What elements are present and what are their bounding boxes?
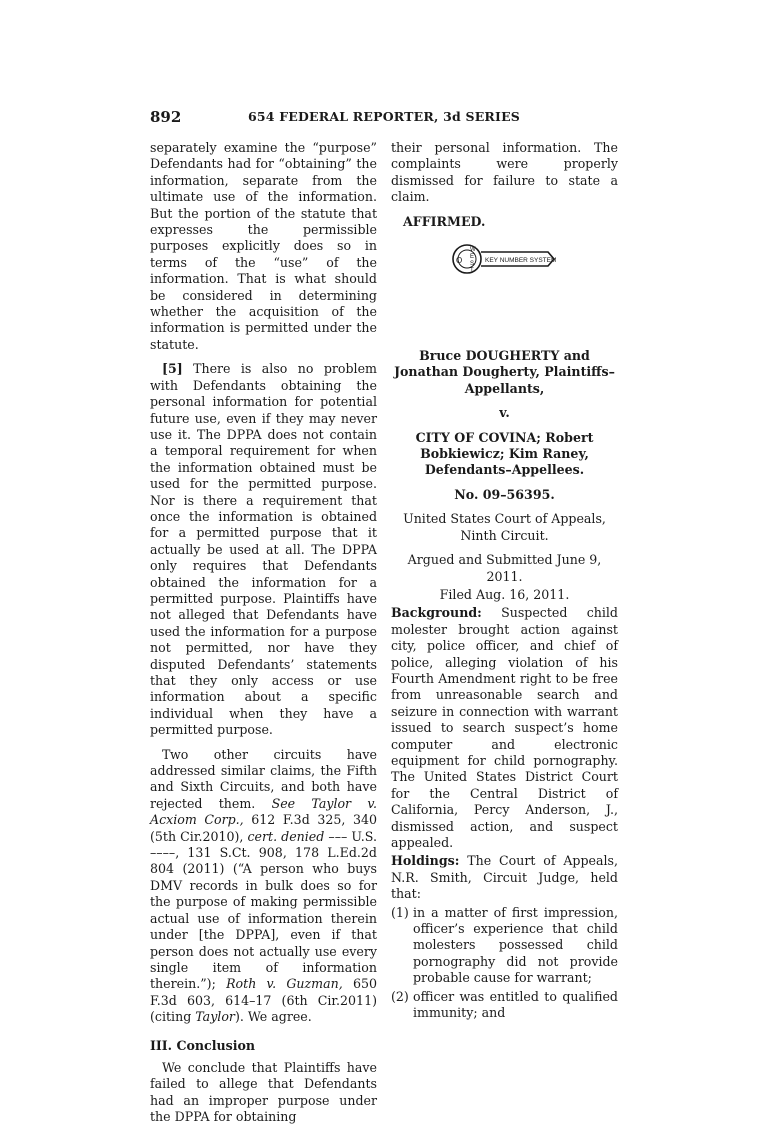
right-paragraph-1: their personal information. The complaints were properly dismissed for failure to state a claim. — [391, 140, 618, 205]
left-paragraph-3 — [150, 747, 377, 1026]
left-paragraph-2 — [150, 361, 377, 738]
argued-date: Argued and Submitted June 9, 2011. — [407, 552, 602, 584]
key-number-icon — [450, 240, 560, 278]
court-name: United States Court of Appeals, Ninth Circuit. — [403, 511, 606, 543]
versus: v. — [499, 405, 510, 421]
holding-text: officer was entitled to qualified immunity; and — [413, 988, 618, 1021]
para3-text-e: ). We agree. — [234, 1009, 312, 1025]
page-header — [150, 108, 618, 130]
filed-date: Filed Aug. 16, 2011. — [439, 586, 570, 602]
background-label: Background: — [391, 605, 482, 621]
left-paragraph-1: separately examine the “purpose” Defendants had for “obtaining” the information, separate from the ultimate use of the information. But the portion of the statute that expresses the permissible purposes explicitly does so in terms of the “use” of the information. That is what should be considered in determining whether the acquisition of the information is permitted under the statute. — [150, 140, 377, 352]
holding-text: in a matter of first impression, officer’s experience that child molesters possessed child pornography did not provide probable cause for warrant; — [413, 904, 618, 986]
right-column — [391, 140, 618, 1023]
citation-roth: Roth v. Guzman, — [226, 976, 343, 992]
holdings-label: Holdings: — [391, 853, 460, 869]
running-head: 654 FEDERAL REPORTER, 3d SERIES — [247, 109, 521, 124]
page-number: 892 — [150, 108, 182, 126]
holding-number: (1) — [391, 904, 409, 920]
key-letter-t: T — [469, 268, 474, 275]
holding-item — [391, 989, 618, 1022]
citation-taylor: See Taylor v. Acxiom Corp., — [150, 795, 377, 828]
key-letter-s: S — [469, 261, 474, 268]
left-column — [150, 140, 377, 1134]
holdings-intro: The Court of Appeals, N.R. Smith, Circuit Judge, held that: — [391, 853, 618, 902]
section-heading: III. Conclusion — [150, 1037, 256, 1053]
key-number-text: KEY NUMBER SYSTEM — [484, 257, 556, 265]
left-paragraph-2-text: There is also no problem with Defendants obtaining the personal information for potential future use, even if they may never use it. The DPPA does not contain a temporal requirement for when the information obtained must be used for the permitted purpose. Nor is there a requirement that once the information is obtained for a permitted purpose that it actually be used at all. The DPPA only requires that Defendants obtained the information for a permitted purpose. Plaintiffs have not alleged that Defendants have used the information for a purpose not permitted, nor have they disputed Defendants’ statements that they only access or use information about a specific individual when they have a permitted purpose. — [150, 361, 377, 738]
holdings-paragraph — [391, 853, 618, 902]
key-letter-w: W — [469, 247, 476, 254]
left-paragraph-4: We conclude that Plaintiffs have failed to allege that Defendants had an improper purpose under the DPPA for obtaining — [150, 1059, 377, 1125]
appellants: Bruce DOUGHERTY and Jonathan Dougherty, Plaintiffs–Appellants, — [394, 348, 615, 396]
para3-text-b: 612 F.3d 325, 340 (5th Cir.2010), — [150, 812, 377, 844]
holding-item — [391, 905, 618, 987]
para3-text-d: 650 F.3d 603, 614–17 (6th Cir.2011) (citing — [150, 976, 377, 1025]
docket-number: No. 09–56395. — [454, 486, 555, 502]
headnote-key: [5] — [162, 361, 183, 377]
affirmed-label: AFFIRMED. — [403, 213, 486, 229]
holding-number: (2) — [391, 988, 409, 1004]
holdings-list — [391, 905, 618, 1022]
citation-taylor-short: Taylor — [195, 1009, 235, 1025]
key-letter-e: E — [469, 254, 474, 261]
key-o: O — [455, 256, 462, 266]
appellees: CITY OF COVINA; Robert Bobkiewicz; Kim Raney, Defendants–Appellees. — [415, 429, 594, 478]
citation-cert-denied: cert. denied — [247, 828, 325, 844]
background-paragraph — [391, 605, 618, 851]
background-text: Suspected child molester brought action against city, police officer, and chief of police, alleging violation of his Fourth Amendment right to be free from unreasonable search and seizure in connection with warrant issued to search suspect’s home computer and electronic equipment for child pornography. The United States District Court for the Central District of California, Percy Anderson, J., dismissed action, and suspect appealed. — [391, 605, 618, 850]
para3-text-c: ––– U.S. ––––, 131 S.Ct. 908, 178 L.Ed.2d 804 (2011) (“A person who buys DMV records in bulk does so for the purpose of making permissible actual use of information therein under [the DPPA], even if that person does not actually use every single item of information therein.”); — [150, 828, 377, 992]
para3-text-a: Two other circuits have addressed similar claims, the Fifth and Sixth Circuits, and both have rejected them. — [150, 746, 377, 811]
